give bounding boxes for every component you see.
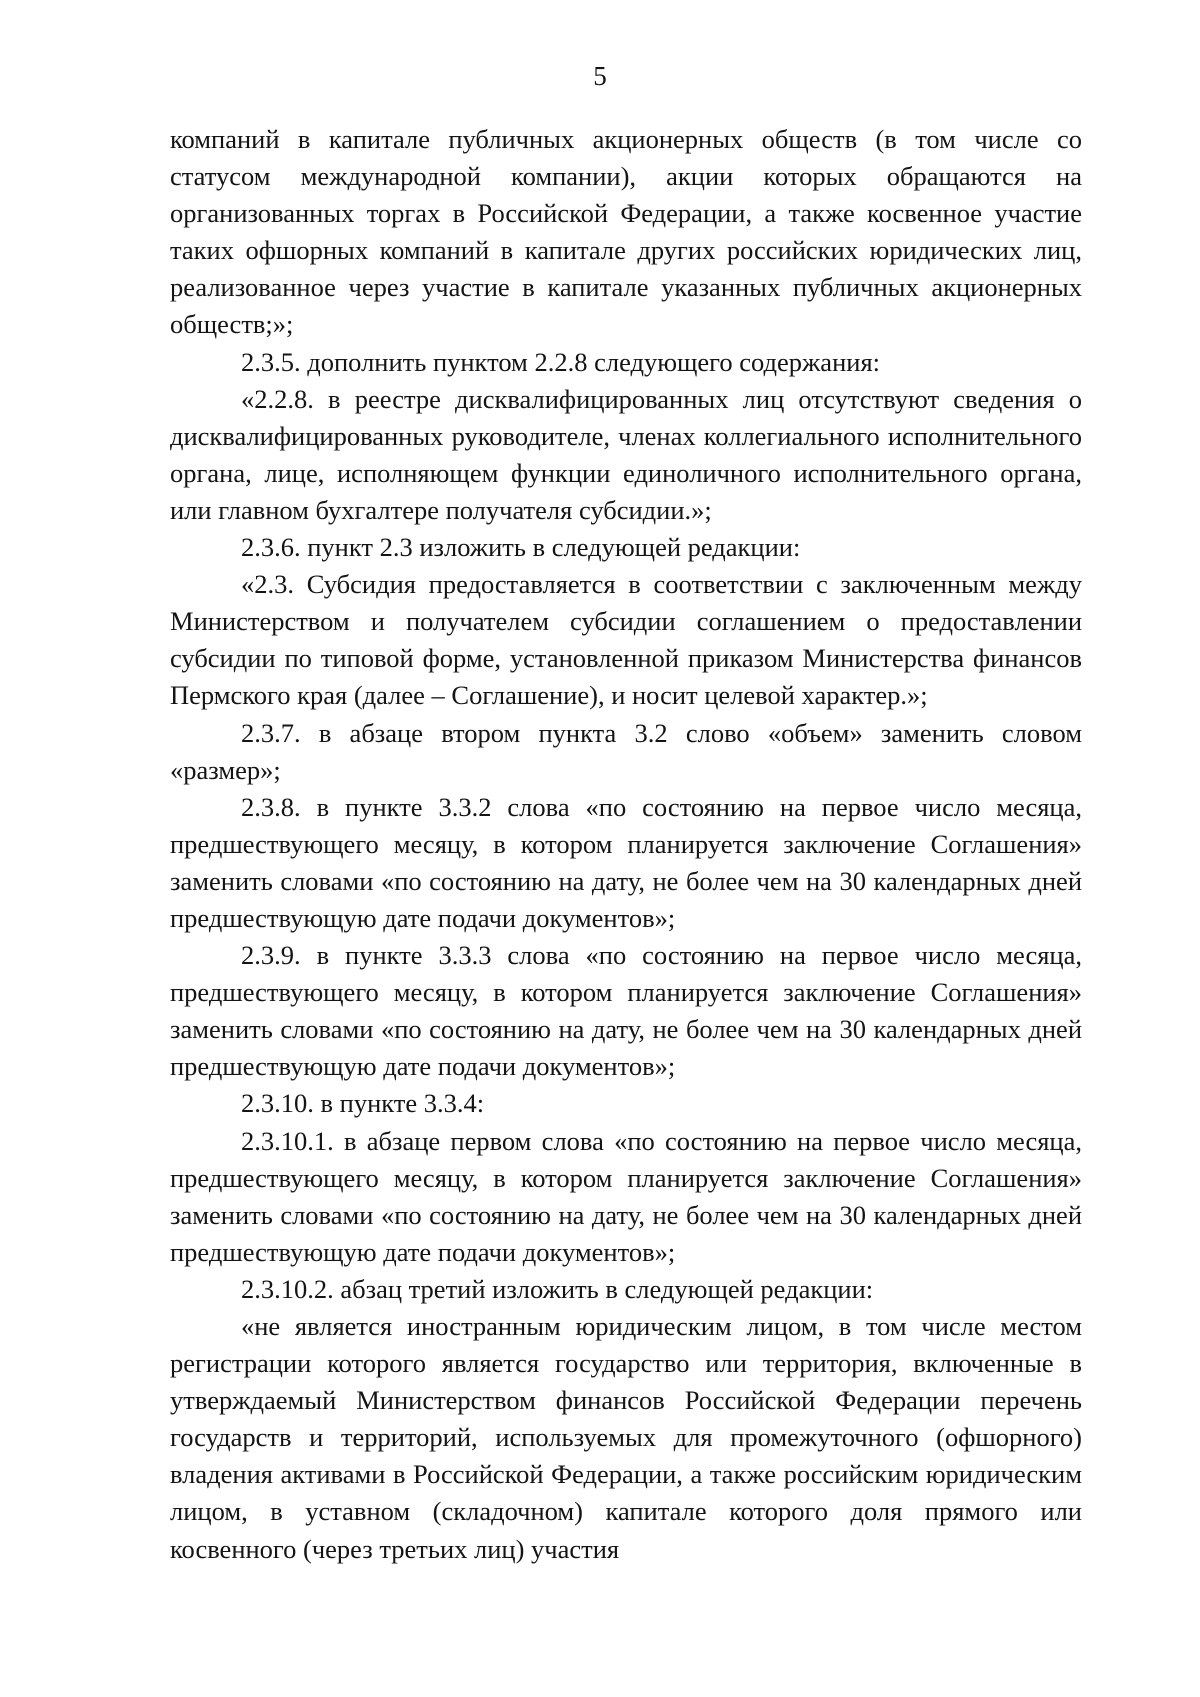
paragraph-2-3-10: 2.3.10. в пункте 3.3.4: [241, 1088, 485, 1119]
paragraph-2-2-8-quote: «2.2.8. в реестре дисквалифицированных лиц отсутствуют сведения о дисквалифицированных руководителе, членах коллегиального исполнительного органа, лице, исполняющем функции единоличного исполнительного органа, или главном бухгалтере получателя субсидии.»; [170, 383, 1082, 525]
paragraph-continuation: компаний в капитале публичных акционерных обществ (в том числе со статусом международной компании), акции которых обращаются на организованных торгах в Российской Федерации, а также косвенное участие таких офшорных компаний в капитале других российских юридических лиц, реализованное через участие в капитале указанных публичных акционерных обществ;»; [170, 124, 1082, 340]
page-number: 5 [593, 61, 607, 91]
paragraph-new-clause-quote: «не является иностранным юридическим лицом, в том числе местом регистрации которого является государство или территория, включенные в утверждаемый Министерством финансов Российской Федерации перечень государств и территорий, используемых для промежуточного (офшорного) владения активами в Российской Федерации, а также российским юридическим лицом, в уставном (складочном) капитале которого доля прямого или косвенного (через третьих лиц) участия [170, 1311, 1082, 1564]
paragraph-2-3-9: 2.3.9. в пункте 3.3.3 слова «по состоянию на первое число месяца, предшествующего месяцу, в котором планируется заключение Соглашения» заменить словами «по состоянию на дату, не более чем на 30 календарных дней предшествующую дате подачи документов»; [170, 940, 1082, 1082]
paragraph-2-3-7: 2.3.7. в абзаце втором пункта 3.2 слово «объем» заменить словом «размер»; [170, 717, 1082, 785]
paragraph-2-3-10-2: 2.3.10.2. абзац третий изложить в следующей редакции: [241, 1273, 874, 1304]
paragraph-2-3-6: 2.3.6. пункт 2.3 изложить в следующей редакции: [241, 532, 801, 563]
paragraph-2-3-8: 2.3.8. в пункте 3.3.2 слова «по состоянию на первое число месяца, предшествующего месяцу, в котором планируется заключение Соглашения» заменить словами «по состоянию на дату, не более чем на 30 календарных дней предшествующую дате подачи документов»; [170, 791, 1082, 933]
document-body [170, 121, 1082, 1568]
paragraph-2-3-10-1: 2.3.10.1. в абзаце первом слова «по состоянию на первое число месяца, предшествующего месяцу, в котором планируется заключение Соглашения» заменить словами «по состоянию на дату, не более чем на 30 календарных дней предшествующую дате подачи документов»; [170, 1125, 1082, 1267]
paragraph-2-3-5: 2.3.5. дополнить пунктом 2.2.8 следующего содержания: [241, 346, 880, 377]
paragraph-2-3-quote: «2.3. Субсидия предоставляется в соответствии с заключенным между Министерством и получателем субсидии соглашением о предоставлении субсидии по типовой форме, установленной приказом Министерства финансов Пермского края (далее – Соглашение), и носит целевой характер.»; [170, 569, 1082, 711]
